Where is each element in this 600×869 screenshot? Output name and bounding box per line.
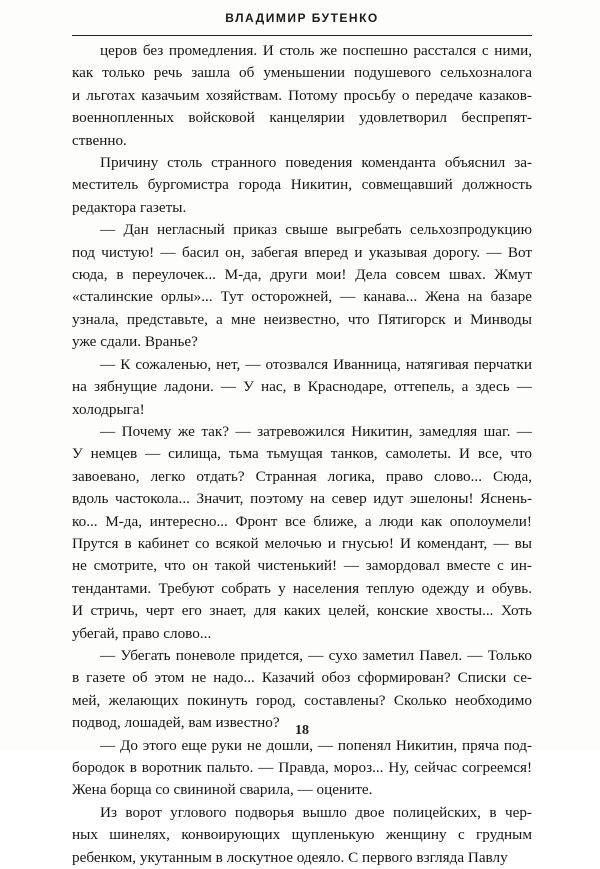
page-number: 18 <box>295 723 309 738</box>
text-line: подвод, лошадей, вам известно? <box>72 714 280 732</box>
text-line: холодрыга! <box>72 400 145 418</box>
text-line: Причину столь странного поведения коменданта объяснил за- <box>100 154 532 172</box>
text-line: убегай, право слово... <box>72 624 212 642</box>
text-line: церов без промедления. И столь же поспешно расстался с ними, <box>100 42 532 59</box>
text-line: ребенком, укутанным в лоскутное одеяло. С первого взгляда Павлу <box>72 848 508 866</box>
paragraph <box>72 421 532 645</box>
text-line: — К сожаленью, нет, — отозвался Иванница, натягивая перчатки <box>100 355 532 373</box>
text-line: У немцев — силища, тьма тьмущая танков, самолеты. И все, что <box>72 445 532 463</box>
text-line: под чистую! — басил он, забегая вперед и указывая дорогу. — Вот <box>72 243 532 261</box>
text-line: Из ворот углового подворья вышло двое полицейских, в чер- <box>100 803 532 821</box>
text-line: мей, желающих покинуть город, составлены? Сколько необходимо <box>72 691 532 709</box>
paragraph <box>72 219 532 353</box>
text-line: завоевано, легко отдать? Странная логика, право слово... Сюда, <box>72 467 532 485</box>
paragraph <box>72 354 532 421</box>
text-line: «сталинские орлы»... Тут осторожней, — канава... Жена на базаре <box>72 288 532 306</box>
text-line: — До этого еще руки не дошли, — попенял Никитин, пряча под- <box>100 736 532 754</box>
text-line: тендантами. Требуют собрать у населения теплую одежду и обувь. <box>72 579 532 597</box>
text-line: — Дан негласный приказ свыше выгребать сельхозпродукцию <box>100 221 532 239</box>
paragraph <box>72 802 532 869</box>
text-line: в газете об этом не надо... Казачий обоз сформирован? Списки се- <box>72 669 532 687</box>
text-line: узнала, представьте, а мне неизвестно, что Пятигорск и Минводы <box>72 310 532 328</box>
text-line: меститель бургомистра города Никитин, совмещавший должность <box>72 176 532 194</box>
running-header: ВЛАДИМИР БУТЕНКО <box>225 11 379 25</box>
paragraph <box>72 735 532 802</box>
text-line: уже сдали. Вранье? <box>72 333 198 351</box>
text-line: не смотрите, что он такой чистенький! — замордовал вместе с ин- <box>72 557 532 575</box>
text-line: вдоль частокола... Значит, поэтому на север идут эшелоны! Яснень- <box>72 490 532 508</box>
text-line: бородок в воротник пальто. — Правда, мороз... Ну, сейчас согреемся! <box>72 759 532 776</box>
text-line: ных шинелях, конвоирующих щупленькую женщину с грудным <box>72 826 532 844</box>
paragraph <box>72 152 532 219</box>
text-line: — Убегать поневоле придется, — сухо заметил Павел. — Только <box>100 646 532 664</box>
text-line: сюда, в переулочек... М-да, други мои! Дела совсем швах. Жмут <box>72 266 532 284</box>
text-line: ственно. <box>72 131 127 149</box>
text-line: как только речь зашла об уменьшении подушевого сельхозналога <box>72 64 532 82</box>
body-text <box>72 40 532 869</box>
text-line: редактора газеты. <box>72 198 187 216</box>
text-line: на зябнущие ладони. — У нас, в Краснодаре, оттепель, а здесь — <box>72 378 532 396</box>
text-line: и льготах казачьим хозяйствам. Потому просьбу о передаче казаков- <box>72 86 532 104</box>
paragraph <box>72 645 532 735</box>
header-rule <box>72 35 532 36</box>
text-line: Жена борща со свининой сварила, — оцените. <box>72 781 373 799</box>
text-line: Прутся в кабинет со всякой мелочью и гнусью! И комендант, — вы <box>72 534 532 552</box>
text-line: военнопленных войсковой канцелярии удовлетворил беспрепят- <box>72 109 532 127</box>
text-line: ко... М-да, интересно... Фронт все ближе, а люди как ополоумели! <box>72 512 532 530</box>
text-line: — Почему же так? — затревожился Никитин, замедляя шаг. — <box>100 422 532 440</box>
text-line: И стричь, черт его знает, для каких целей, конские хвосты... Хоть <box>72 602 532 620</box>
paragraph <box>72 40 532 152</box>
